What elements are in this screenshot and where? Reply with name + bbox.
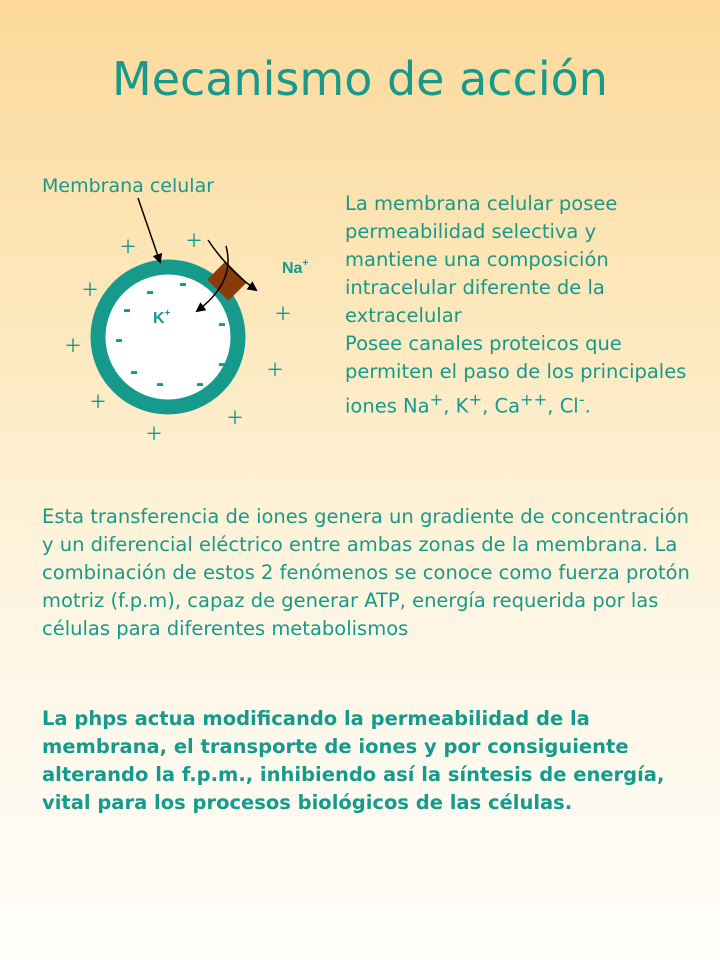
minus-sign: - — [196, 370, 204, 397]
minus-sign: - — [130, 358, 138, 385]
plus-sign: + — [146, 419, 162, 450]
minus-sign: - — [123, 296, 131, 323]
membrane-pointer-arrow — [138, 198, 160, 262]
potassium-symbol: K — [153, 310, 165, 327]
paragraph-phps-action: La phps actua modificando la permeabilidad de la membrana, el transporte de iones y por consiguiente alterando la f.p.m., inhibiendo así la síntesis de energía, vital para los procesos biológicos de las células. — [42, 707, 665, 814]
sodium-symbol: Na — [282, 260, 303, 277]
minus-sign: - — [115, 326, 123, 353]
sodium-charge-sup: + — [429, 390, 444, 409]
plus-sign: + — [267, 355, 283, 386]
plus-sign: + — [186, 226, 202, 257]
potassium-charge: + — [164, 308, 171, 319]
separator: , — [443, 394, 456, 418]
calcium-text: Ca — [494, 394, 521, 418]
description-part2 — [345, 330, 695, 421]
plus-sign: + — [275, 299, 291, 330]
plus-sign: + — [65, 331, 81, 362]
potassium-charge-sup: + — [468, 390, 483, 409]
separator: , — [482, 394, 495, 418]
minus-sign: - — [156, 370, 164, 397]
sodium-ion-label — [282, 258, 308, 277]
description-part1: La membrana celular posee permeabilidad selectiva y mantiene una composición intracelular diferente de la extracelular — [345, 192, 618, 327]
plus-sign: + — [90, 387, 106, 418]
potassium-text: K — [455, 394, 469, 418]
description-end: . — [584, 394, 591, 418]
description-part2-lead: Posee canales proteicos que permiten el paso de los principales iones Na — [345, 332, 687, 418]
plus-sign: + — [120, 232, 136, 263]
minus-sign: - — [179, 270, 187, 297]
separator: , — [547, 394, 560, 418]
plus-sign: + — [82, 275, 98, 306]
membrane-description — [345, 190, 695, 421]
calcium-charge-sup: ++ — [520, 390, 548, 409]
plus-sign: + — [227, 403, 243, 434]
page-title: Mecanismo de acción — [112, 52, 608, 106]
sodium-charge: + — [302, 258, 309, 269]
minus-sign: - — [218, 310, 226, 337]
membrane-label: Membrana celular — [42, 175, 215, 197]
chloride-text: Cl — [559, 394, 579, 418]
paragraph-gradient: Esta transferencia de iones genera un gradiente de concentración y un diferencial eléctrico entre ambas zonas de la membrana. La combinación de estos 2 fenómenos se conoce como fuerza protón motriz (f.p.m), capaz de generar ATP, energía requerida por las células para diferentes metabolismos — [42, 505, 690, 640]
minus-sign: - — [218, 350, 226, 377]
minus-sign: - — [146, 278, 154, 305]
chloride-charge-sup: - — [578, 390, 585, 409]
